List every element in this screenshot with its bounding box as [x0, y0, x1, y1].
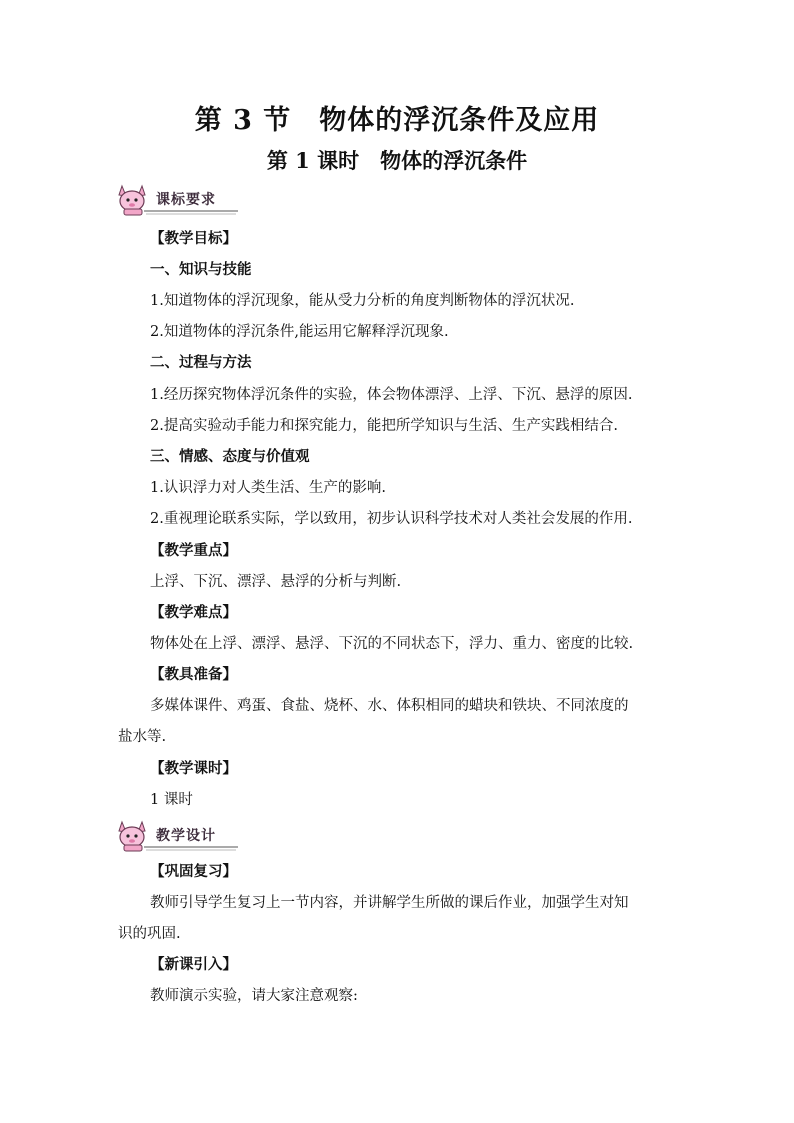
section-title: 第 3 节 物体的浮沉条件及应用: [194, 105, 600, 136]
lesson-subtitle: 第 1 课时 物体的浮沉条件: [266, 148, 528, 173]
heading-key-points: 【教学重点】: [150, 542, 237, 559]
paragraph-line: 1 课时: [150, 792, 193, 808]
paragraph-line: 2.提高实验动手能力和探究能力，能把所学知识与生活、生产实践相结合.: [150, 418, 618, 434]
heading-review: 【巩固复习】: [150, 863, 237, 880]
heading-process-methods: 二、过程与方法: [150, 354, 252, 371]
section-badge-standards: [116, 180, 240, 218]
heading-teaching-aids: 【教具准备】: [150, 666, 237, 683]
paragraph-line: 多媒体课件、鸡蛋、食盐、烧杯、水、体积相同的蜡块和铁块、不同浓度的: [150, 698, 629, 714]
paragraph-line: 物体处在上浮、漂浮、悬浮、下沉的不同状态下，浮力、重力、密度的比较.: [150, 636, 634, 652]
heading-knowledge-skills: 一、知识与技能: [150, 261, 252, 278]
paragraph-line: 教师演示实验，请大家注意观察:: [150, 988, 358, 1004]
heading-difficulties: 【教学难点】: [150, 604, 237, 621]
heading-teaching-objectives: 【教学目标】: [150, 230, 237, 247]
paragraph-line: 1.认识浮力对人类生活、生产的影响.: [150, 480, 386, 496]
paragraph-line: 1.知道物体的浮沉现象，能从受力分析的角度判断物体的浮沉状况.: [150, 293, 575, 309]
paragraph-line: 识的巩固.: [118, 926, 181, 942]
paragraph-line: 2.知道物体的浮沉条件,能运用它解释浮沉现象.: [150, 324, 449, 340]
paragraph-line: 上浮、下沉、漂浮、悬浮的分析与判断.: [150, 574, 402, 590]
section-badge-design: [116, 816, 240, 854]
paragraph-line: 教师引导学生复习上一节内容，并讲解学生所做的课后作业，加强学生对知: [150, 895, 629, 911]
badge-label: 教学设计: [156, 828, 216, 844]
heading-emotions-values: 三、情感、态度与价值观: [150, 448, 310, 465]
paragraph-line: 1.经历探究物体浮沉条件的实验，体会物体漂浮、上浮、下沉、悬浮的原因.: [150, 387, 633, 403]
badge-label: 课标要求: [156, 192, 216, 208]
heading-class-hours: 【教学课时】: [150, 760, 237, 777]
heading-new-lesson-intro: 【新课引入】: [150, 956, 237, 973]
paragraph-line: 盐水等.: [118, 729, 167, 745]
paragraph-line: 2.重视理论联系实际，学以致用，初步认识科学技术对人类社会发展的作用.: [150, 511, 633, 527]
